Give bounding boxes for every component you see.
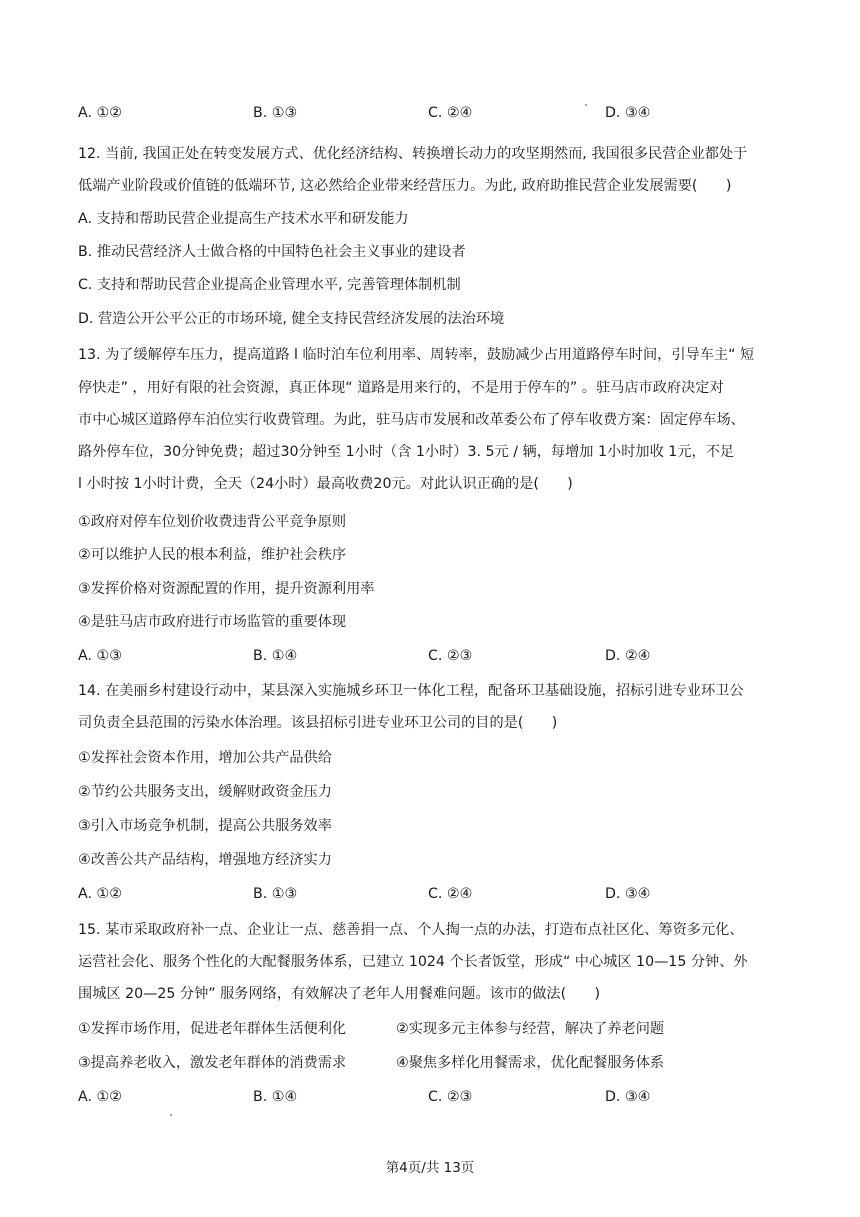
q14-options xyxy=(78,884,788,904)
q12-choice-d: D. 营造公开公平公正的市场环境, 健全支持民营经济发展的法治环境 xyxy=(78,311,505,327)
q15-statement-row xyxy=(78,1019,788,1039)
q12-stem-line: 12. 当前, 我国正处在转变发展方式、优化经济结构、转换增长动力的攻坚期然而, 我国很多民营企业都处于 xyxy=(78,146,748,162)
q15-option-c: C. ②③ xyxy=(428,1089,473,1105)
q15-stem-line: 围城区 20—25 分钟” 服务网络，有效解决了老年人用餐难问题。该市的做法( ) xyxy=(78,986,601,1002)
q13-stem-line: 市中心城区道路停车泊位实行收费管理。为此，驻马店市发展和改革委公布了停车收费方案：固定停车场、 xyxy=(78,412,745,428)
q13-statement-1: ①政府对停车位划价收费违背公平竞争原则 xyxy=(78,514,347,530)
q13-statement-2: ②可以维护人民的根本利益，维护社会秩序 xyxy=(78,547,347,563)
q14-option-d: D. ③④ xyxy=(605,886,651,902)
q13-option-d: D. ②④ xyxy=(605,648,651,664)
q15-option-a: A. ①② xyxy=(78,1089,122,1105)
q15-option-d: D. ③④ xyxy=(605,1089,651,1105)
q13-statement-3: ③发挥价格对资源配置的作用，提升资源利用率 xyxy=(78,581,375,597)
q15-statement-4: ④聚焦多样化用餐需求，优化配餐服务体系 xyxy=(396,1055,665,1071)
q15-stem-line: 15. 某市采取政府补一点、企业让一点、慈善捐一点、个人掏一点的办法，打造布点社区化、筹资多元化、 xyxy=(78,922,744,938)
q15-option-b: B. ①④ xyxy=(253,1089,298,1105)
q14-stem-line: 司负责全县范围的污染水体治理。该县招标引进专业环卫公司的目的是( ) xyxy=(78,715,558,731)
q15-statement-2: ②实现多元主体参与经营，解决了养老问题 xyxy=(396,1021,665,1037)
q14-statement-4: ④改善公共产品结构，增强地方经济实力 xyxy=(78,852,332,868)
q11-options xyxy=(78,103,788,123)
q11-option-b: B. ①③ xyxy=(253,105,298,121)
q15-statement-1: ①发挥市场作用，促进老年群体生活便利化 xyxy=(78,1021,347,1037)
q14-stem-line: 14. 在美丽乡村建设行动中，某县深入实施城乡环卫一体化工程，配备环卫基础设施，招标引进专业环卫公 xyxy=(78,683,744,699)
page-number: 第4页/共 13页 xyxy=(385,1160,475,1176)
scan-dot xyxy=(170,1114,172,1116)
q14-statement-1: ①发挥社会资本作用，增加公共产品供给 xyxy=(78,750,332,766)
q14-option-c: C. ②④ xyxy=(428,886,473,902)
q12-stem-line: 低端产业阶段或价值链的低端环节, 这必然给企业带来经营压力。为此, 政府助推民营企业发展需要( ) xyxy=(78,178,732,194)
q11-option-c: C. ②④ xyxy=(428,105,473,121)
q14-option-a: A. ①② xyxy=(78,886,122,902)
q14-statement-3: ③引入市场竞争机制，提高公共服务效率 xyxy=(78,818,332,834)
q13-stem-line: 路外停车位，30分钟免费；超过30分钟至 1小时（含 1小时）3. 5元 / 辆，每增加 1小时加收 1元，不足 xyxy=(78,444,735,460)
scan-dot xyxy=(585,104,587,106)
q14-statement-2: ②节约公共服务支出，缓解财政资金压力 xyxy=(78,784,332,800)
q13-statement-4: ④是驻马店市政府进行市场监管的重要体现 xyxy=(78,614,347,630)
q13-stem-line: 13. 为了缓解停车压力，提高道路 l 临时泊车位利用率、周转率，鼓励减少占用道路停车时间，引导车主“ 短 xyxy=(78,347,755,363)
q13-option-a: A. ①③ xyxy=(78,648,122,664)
q12-choice-a: A. 支持和帮助民营企业提高生产技术水平和研发能力 xyxy=(78,211,409,227)
q15-stem-line: 运营社会化、服务个性化的大配餐服务体系，已建立 1024 个长者饭堂，形成“ 中心城区 10—15 分钟、外 xyxy=(78,954,748,970)
q13-option-b: B. ①④ xyxy=(253,648,298,664)
q11-option-a: A. ①② xyxy=(78,105,122,121)
q15-statement-row xyxy=(78,1053,788,1073)
q12-choice-b: B. 推动民营经济人士做合格的中国特色社会主义事业的建设者 xyxy=(78,244,466,260)
q15-statement-3: ③提高养老收入，激发老年群体的消费需求 xyxy=(78,1055,347,1071)
q13-option-c: C. ②③ xyxy=(428,648,473,664)
q15-options xyxy=(78,1087,788,1107)
q13-stem-line: 停快走” ，用好有限的社会资源，真正体现“ 道路是用来行的，不是用于停车的” 。驻马店市政府决定对 xyxy=(78,380,724,396)
q14-option-b: B. ①③ xyxy=(253,886,298,902)
q11-option-d: D. ③④ xyxy=(605,105,651,121)
q12-choice-c: C. 支持和帮助民营企业提高企业管理水平, 完善管理体制机制 xyxy=(78,277,461,293)
q13-options xyxy=(78,646,788,666)
q13-stem-line: l 小时按 1小时计费，全天（24小时）最高收费20元。对此认识正确的是( ) xyxy=(78,476,573,492)
